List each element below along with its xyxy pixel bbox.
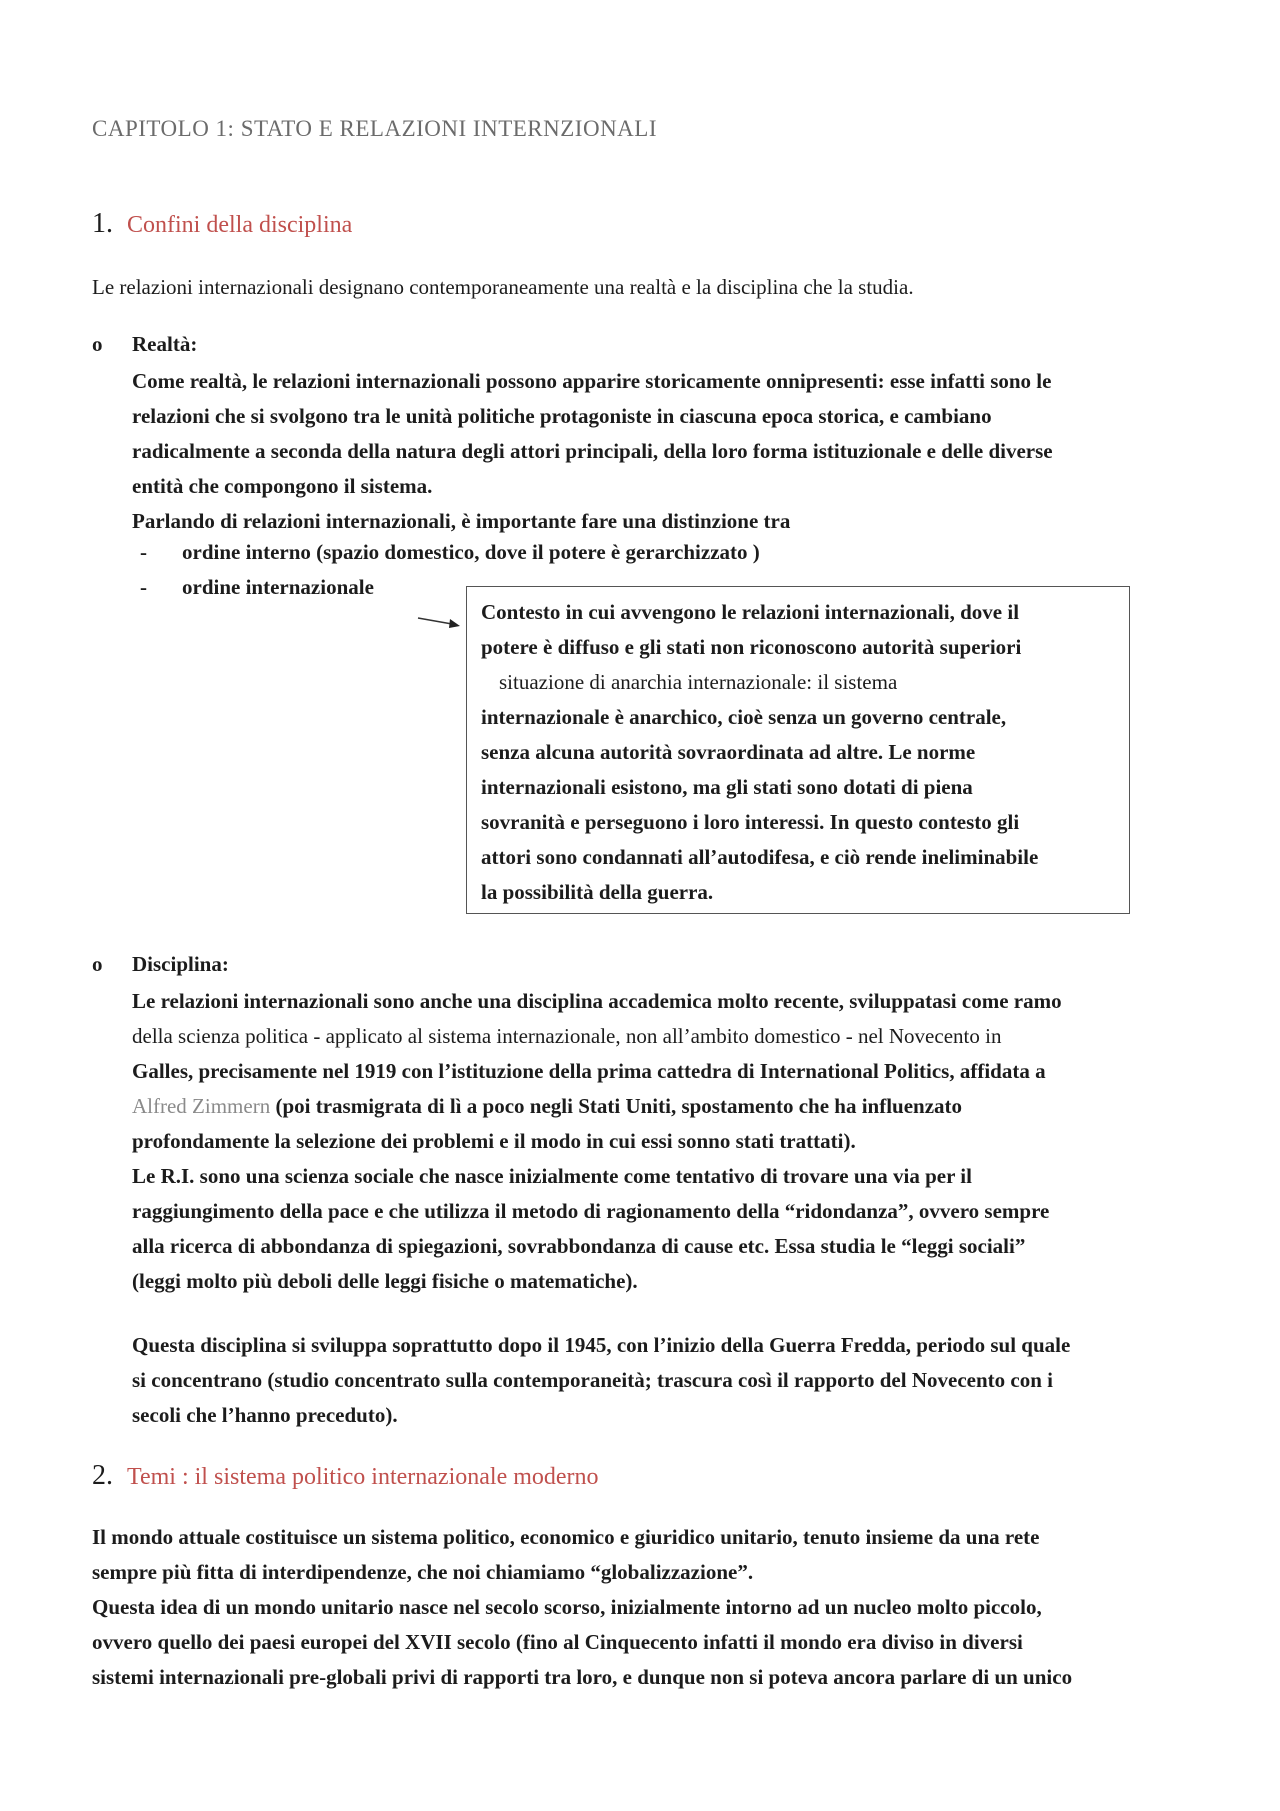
disciplina-line (132, 1089, 1202, 1124)
section-2-line: sistemi internazionali pre-globali privi di rapporti tra loro, e dunque non si poteva ancora parlare di un unico (92, 1665, 1073, 1689)
arrow-icon (416, 612, 462, 632)
disciplina-line: della scienza politica - applicato al sistema internazionale, non all’ambito domestico - nel Novecento in (132, 1024, 1002, 1048)
section-2-paragraph (92, 1520, 1202, 1695)
disciplina-line: raggiungimento della pace e che utilizza il metodo di ragionamento della “ridondanza”, ovvero sempre (132, 1199, 1050, 1223)
realta-line: Come realtà, le relazioni internazionali possono apparire storicamente onnipresenti: esse infatti sono le (132, 369, 1052, 393)
list-item-text: ordine interno (spazio domestico, dove il potere è gerarchizzato ) (182, 540, 760, 564)
box-line: senza alcuna autorità sovraordinata ad altre. Le norme (481, 740, 976, 764)
section-2-line: Il mondo attuale costituisce un sistema politico, economico e giuridico unitario, tenuto insieme da una rete (92, 1525, 1040, 1549)
disciplina-line: secoli che l’hanno preceduto). (132, 1403, 398, 1427)
box-line: attori sono condannati all’autodifesa, e ciò rende ineliminabile (481, 845, 1039, 869)
disciplina-line: alla ricerca di abbondanza di spiegazioni, sovrabbondanza di cause etc. Essa studia le “leggi sociali” (132, 1234, 1026, 1258)
box-line: internazionali esistono, ma gli stati sono dotati di piena (481, 775, 973, 799)
section-2-line: Questa idea di un mondo unitario nasce nel secolo scorso, inizialmente intorno ad un nucleo molto piccolo, (92, 1595, 1042, 1619)
bullet-disciplina: o (92, 952, 103, 976)
disciplina-paragraph (132, 984, 1202, 1299)
section-1-title: Confini della disciplina (127, 212, 353, 238)
line-rest: (poi trasmigrata di lì a poco negli Stati Uniti, spostamento che ha influenzato (270, 1094, 963, 1118)
section-2-line: sempre più fitta di interdipendenze, che noi chiamiamo “globalizzazione”. (92, 1560, 754, 1584)
box-line: sovranità e perseguono i loro interessi. In questo contesto gli (481, 810, 1020, 834)
section-2-line: ovvero quello dei paesi europei del XVII secolo (fino al Cinquecento infatti il mondo era diviso in diversi (92, 1630, 1023, 1654)
disciplina-line: Le relazioni internazionali sono anche una disciplina accademica molto recente, sviluppatasi come ramo (132, 989, 1062, 1013)
box-line: la possibilità della guerra. (481, 880, 714, 904)
section-2-heading (92, 1460, 599, 1492)
disciplina-line: profondamente la selezione dei problemi e il modo in cui essi sonno stati trattati). (132, 1129, 856, 1153)
disciplina-paragraph-2 (132, 1328, 1202, 1433)
disciplina-line: Questa disciplina si sviluppa soprattutto dopo il 1945, con l’inizio della Guerra Fredda, periodo sul quale (132, 1333, 1071, 1357)
realta-line: entità che compongono il sistema. (132, 474, 433, 498)
box-line: internazionale è anarchico, cioè senza un governo centrale, (481, 705, 1007, 729)
bullet-realta: o (92, 332, 103, 356)
realta-paragraph (132, 364, 1202, 539)
disciplina-line: si concentrano (studio concentrato sulla contemporaneità; trascura così il rapporto del Novecento con i (132, 1368, 1053, 1392)
section-1-intro (92, 270, 1202, 305)
list-item-ordine-interno (140, 540, 760, 565)
realta-line: Parlando di relazioni internazionali, è importante fare una distinzione tra (132, 509, 791, 533)
box-line: situazione di anarchia internazionale: il sistema (499, 670, 898, 694)
section-1-heading (92, 208, 352, 240)
anarchy-note-box (466, 586, 1130, 914)
dash-marker: - (140, 575, 147, 599)
box-line: potere è diffuso e gli stati non riconoscono autorità superiori (481, 635, 1022, 659)
disciplina-line: Galles, precisamente nel 1919 con l’istituzione della prima cattedra di International Politics, affidata a (132, 1059, 1046, 1083)
disciplina-heading: Disciplina: (132, 952, 229, 976)
dash-marker: - (140, 540, 147, 564)
section-2-title: Temi : il sistema politico internazionale moderno (127, 1464, 599, 1490)
intro-line: Le relazioni internazionali designano contemporaneamente una realtà e la disciplina che la studia. (92, 275, 914, 299)
disciplina-line: (leggi molto più deboli delle leggi fisiche o matematiche). (132, 1269, 638, 1293)
section-1-number: 1. (92, 208, 113, 239)
section-2-number: 2. (92, 1460, 113, 1491)
chapter-title: CAPITOLO 1: STATO E RELAZIONI INTERNZIONALI (92, 116, 657, 141)
realta-line: radicalmente a seconda della natura degli attori principali, della loro forma istituzionale e delle diverse (132, 439, 1053, 463)
author-name: Alfred Zimmern (132, 1094, 271, 1118)
box-line: Contesto in cui avvengono le relazioni internazionali, dove il (481, 600, 1020, 624)
realta-line: relazioni che si svolgono tra le unità politiche protagoniste in ciascuna epoca storica, e cambiano (132, 404, 992, 428)
disciplina-line: Le R.I. sono una scienza sociale che nasce inizialmente come tentativo di trovare una via per il (132, 1164, 972, 1188)
list-item-ordine-internazionale (140, 575, 374, 600)
realta-heading: Realtà: (132, 332, 198, 356)
list-item-text: ordine internazionale (182, 575, 374, 599)
